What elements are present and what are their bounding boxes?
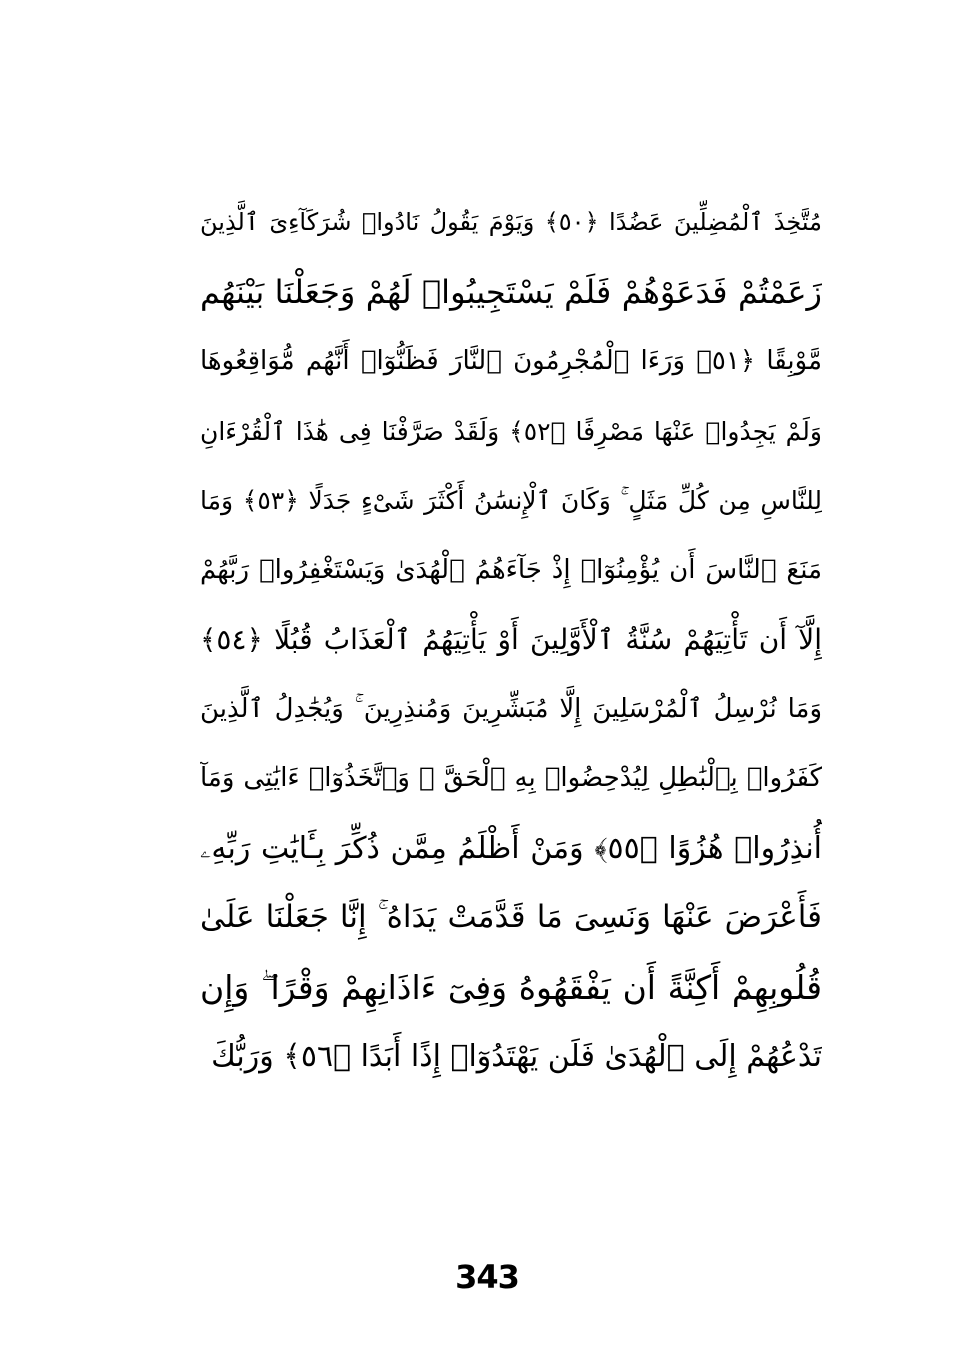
text-line-2: زَعَمْتُمْ فَدَعَوْهُمْ فَلَمْ يَسْتَجِيبُوا۟ لَهُمْ وَجَعَلْنَا بَيْنَهُم xyxy=(200,272,822,311)
text-line-1: مُتَّخِذَ ٱلْمُضِلِّينَ عَضُدًا ﴿٥٠﴾ وَيَوْمَ يَقُولُ نَادُوا۟ شُرَكَآءِىَ ٱلَّذِينَ xyxy=(200,208,822,236)
text-line-10: أُنذِرُوا۟ هُزُوًا ﴿٥٥﴾ وَمَنْ أَظْلَمُ مِمَّن ذُكِّرَ بِـَٔايَٰتِ رَبِّهِۦ xyxy=(200,830,822,866)
text-line-5: لِلنَّاسِ مِن كُلِّ مَثَلٍ ۚ وَكَانَ ٱلْإِنسَٰنُ أَكْثَرَ شَىْءٍ جَدَلًا ﴿٥٣﴾ وَمَا xyxy=(200,486,822,515)
text-line-9: كَفَرُوا۟ بِٱلْبَٰطِلِ لِيُدْحِضُوا۟ بِهِ ٱلْحَقَّ ۖ وَٱتَّخَذُوٓا۟ ءَايَٰتِى وَمَآ xyxy=(200,763,822,793)
text-line-7: إِلَّآ أَن تَأْتِيَهُمْ سُنَّةُ ٱلْأَوَّلِينَ أَوْ يَأْتِيَهُمُ ٱلْعَذَابُ قُبُلًا ﴿٥٤﴾ xyxy=(200,623,822,656)
text-line-4: وَلَمْ يَجِدُوا۟ عَنْهَا مَصْرِفًا ﴿٥٢﴾ وَلَقَدْ صَرَّفْنَا فِى هَٰذَا ٱلْقُرْءَانِ xyxy=(200,416,822,446)
text-line-6: مَنَعَ ٱلنَّاسَ أَن يُؤْمِنُوٓا۟ إِذْ جَآءَهُمُ ٱلْهُدَىٰ وَيَسْتَغْفِرُوا۟ رَبَّهُمْ xyxy=(200,554,822,585)
text-line-3: مَّوْبِقًا ﴿٥١﴾ وَرَءَا ٱلْمُجْرِمُونَ ٱلنَّارَ فَظَنُّوٓا۟ أَنَّهُم مُّوَاقِعُوهَا xyxy=(200,346,822,376)
text-line-13: تَدْعُهُمْ إِلَى ٱلْهُدَىٰ فَلَن يَهْتَدُوٓا۟ إِذًا أَبَدًا ﴿٥٦﴾ وَرَبُّكَ xyxy=(211,1039,822,1074)
text-line-8: وَمَا نُرْسِلُ ٱلْمُرْسَلِينَ إِلَّا مُبَشِّرِينَ وَمُنذِرِينَ ۚ وَيُجَٰدِلُ ٱلَّذِينَ xyxy=(200,693,822,724)
text-line-11: فَأَعْرَضَ عَنْهَا وَنَسِىَ مَا قَدَّمَتْ يَدَاهُ ۚ إِنَّا جَعَلْنَا عَلَىٰ xyxy=(200,899,822,935)
text-line-12: قُلُوبِهِمْ أَكِنَّةً أَن يَفْقَهُوهُ وَفِىٓ ءَاذَانِهِمْ وَقْرًا ۖ وَإِن xyxy=(200,967,822,1007)
quran-text-block xyxy=(200,188,822,1092)
page-number: 343 xyxy=(455,1258,519,1296)
